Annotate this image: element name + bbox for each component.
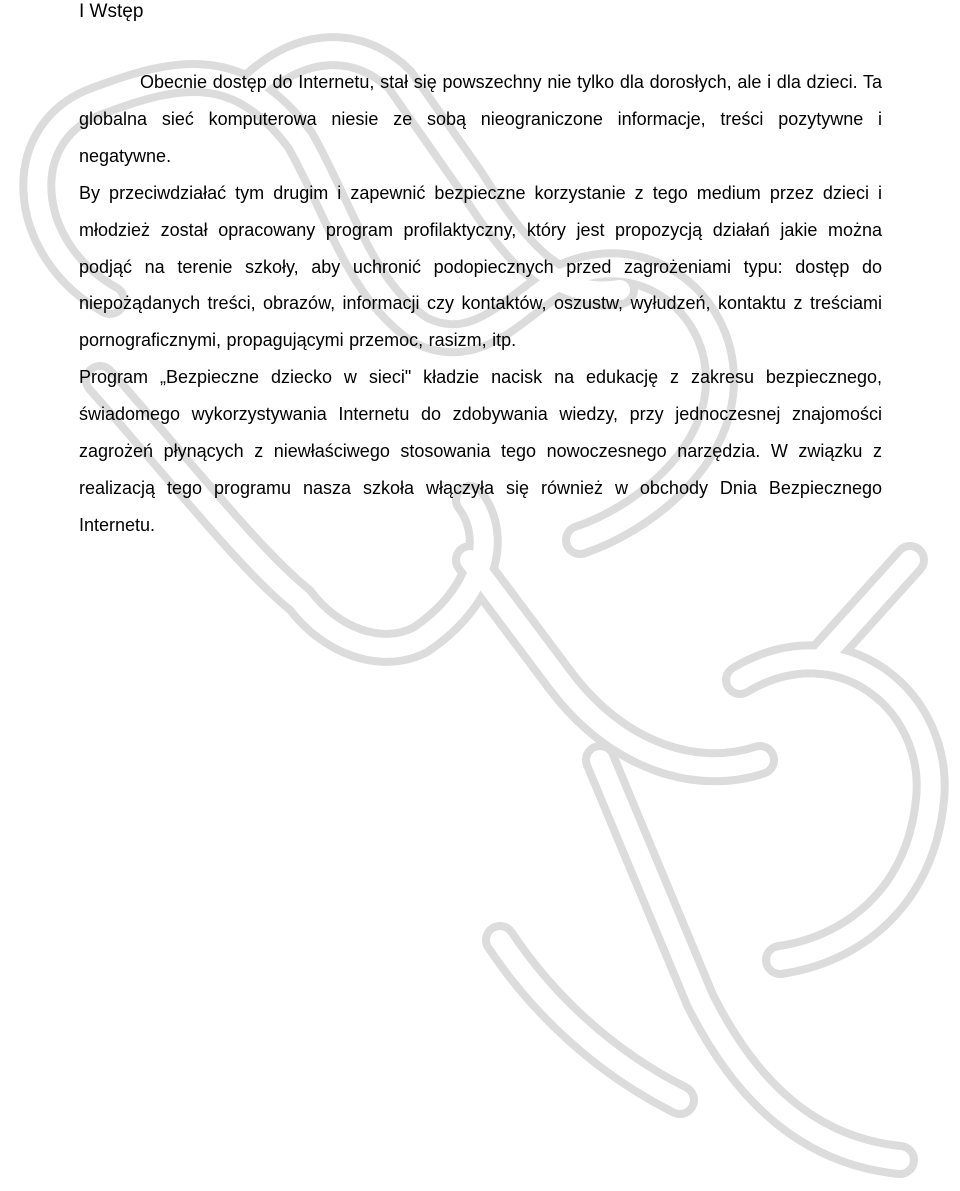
section-heading: I Wstęp bbox=[79, 1, 144, 22]
paragraph-program-description: Program „Bezpieczne dziecko w sieci" kładzie nacisk na edukację z zakresu bezpiecznego, świadomego wykorzystywania Internetu do zdobywania wiedzy, przy jednoczesnej znajomości zagrożeń płynących z niewłaściwego stosowania tego nowoczesnego narzędzia. W związku z realizacją tego programu nasza szkoła włączyła się również w obchody Dnia Bezpiecznego Internetu. bbox=[79, 367, 882, 535]
paragraph-program-purpose: By przeciwdziałać tym drugim i zapewnić bezpieczne korzystanie z tego medium przez dzieci i młodzież został opracowany program profilaktyczny, który jest propozycją działań jakie można podjąć na terenie szkoły, aby uchronić podopiecznych przed zagrożeniami typu: dostęp do niepożądanych treści, obrazów, informacji czy kontaktów, oszustw, wyłudzeń, kontaktu z treściami pornograficznymi, propagującymi przemoc, rasizm, itp. bbox=[79, 182, 882, 351]
paragraph-intro: Obecnie dostęp do Internetu, stał się powszechny nie tylko dla dorosłych, ale i dla dzieci. Ta globalna sieć komputerowa niesie ze sobą nieograniczone informacje, treści pozytywne i negatywne. bbox=[79, 72, 882, 166]
document-body bbox=[79, 64, 882, 544]
